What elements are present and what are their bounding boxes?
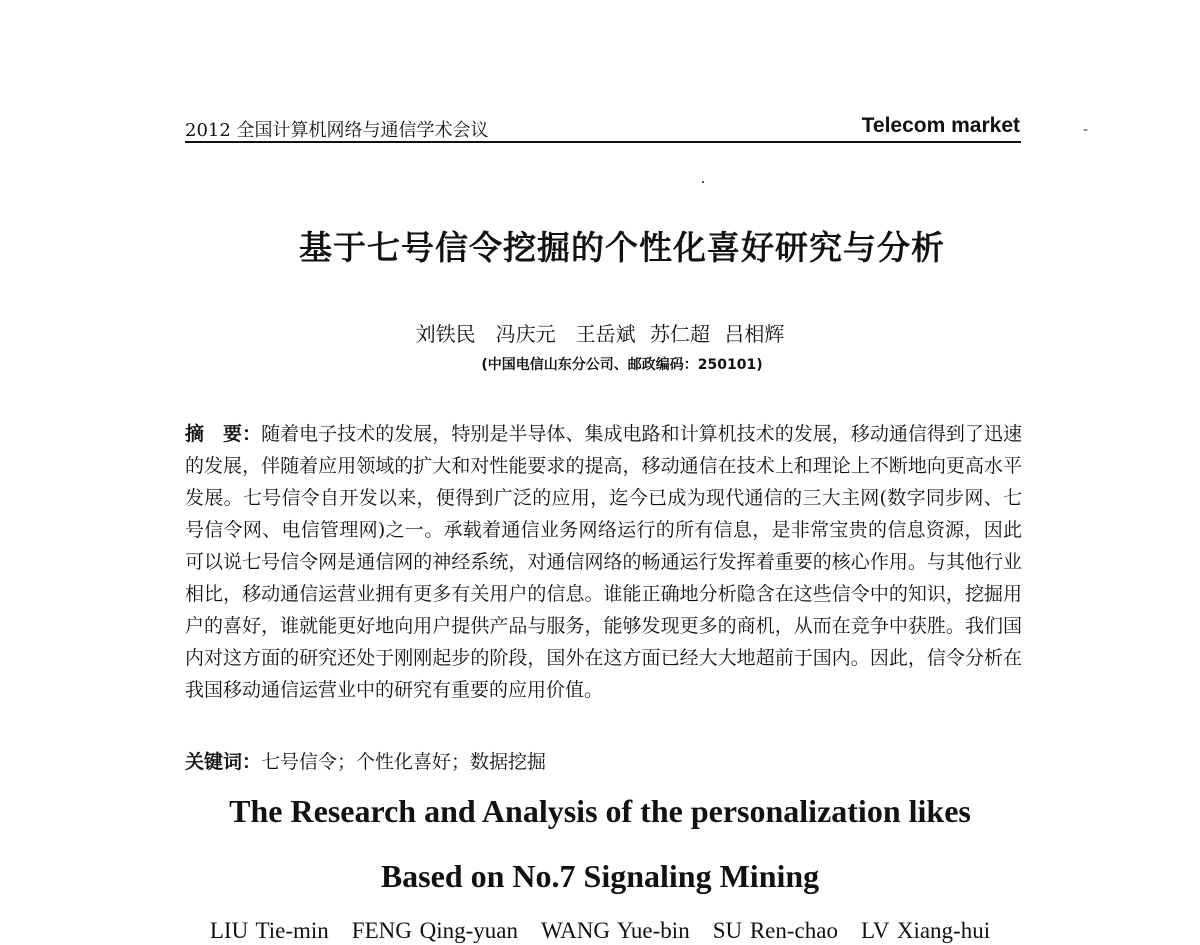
keywords-text: 七号信令；个性化喜好；数据挖掘 <box>261 751 547 773</box>
header-rule <box>185 141 1021 143</box>
conference-header: 2012 全国计算机网络与通信学术会议 <box>185 120 489 141</box>
affiliation-cn: (中国电信山东分公司、邮政编码：250101) <box>481 357 763 373</box>
authors-cn: 刘铁民 冯庆元 王岳斌 苏仁超 吕相辉 <box>415 322 785 346</box>
abstract-cn <box>185 418 1022 706</box>
scan-speck <box>702 181 704 183</box>
paper-title-cn: 基于七号信令挖掘的个性化喜好研究与分析 <box>299 228 945 267</box>
abstract-text: 随着电子技术的发展，特别是半导体、集成电路和计算机技术的发展，移动通信得到了迅速的发展，伴随着应用领域的扩大和对性能要求的提高，移动通信在技术上和理论上不断地向更高水平发展。七号信令自开发以来，便得到广泛的应用，迄今已成为现代通信的三大主网(数字同步网、七号信令网、电信管理网)之一。承载着通信业务网络运行的所有信息，是非常宝贵的信息资源，因此可以说七号信令网是通信网的神经系统，对通信网络的畅通运行发挥着重要的核心作用。与其他行业相比，移动通信运营业拥有更多有关用户的信息。谁能正确地分析隐含在这些信令中的知识，挖掘用户的喜好，谁就能更好地向用户提供产品与服务，能够发现更多的商机，从而在竞争中获胜。我们国内对这方面的研究还处于刚刚起步的阶段，国外在这方面已经大大地超前于国内。因此，信令分析在我国移动通信运营业中的研究有重要的应用价值。 <box>185 423 1022 701</box>
journal-header: Telecom market <box>861 114 1020 137</box>
authors-en: LIU Tie-min FENG Qing-yuan WANG Yue-bin SU Ren-chao LV Xiang-hui <box>209 918 991 943</box>
keywords-cn <box>185 746 1022 778</box>
keywords-label: 关键词： <box>185 751 262 773</box>
paper-title-en-line1: The Research and Analysis of the personalization likes <box>229 793 971 829</box>
margin-mark: - <box>1083 122 1089 138</box>
paper-title-en-line2: Based on No.7 Signaling Mining <box>380 858 820 894</box>
abstract-label: 摘 要： <box>185 423 262 445</box>
